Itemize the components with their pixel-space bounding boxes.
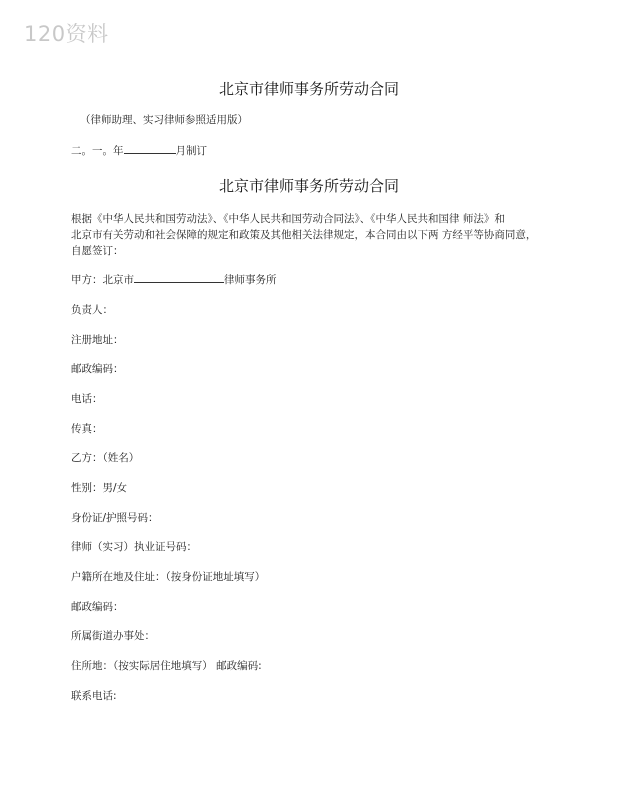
- intro-paragraph: [71, 211, 549, 259]
- field-responsible-person: 负责人：: [71, 304, 113, 316]
- field-fax: 传真：: [71, 423, 103, 435]
- field-phone: 电话：: [71, 393, 103, 405]
- intro-line: 根据《中华人民共和国劳动法》、《中华人民共和国劳动合同法》、《中华人民共和国律 师法》和: [71, 213, 505, 225]
- field-gender: 性别：男/女: [71, 482, 128, 494]
- field-contact-phone: 联系电话:: [71, 690, 117, 702]
- field-license-number: 律师（实习）执业证号码：: [71, 541, 197, 553]
- document-title-repeat: 北京市律师事务所劳动合同: [218, 177, 399, 195]
- field-postal-code-2: 邮政编码：: [71, 601, 124, 613]
- date-prefix: 二。一。年: [71, 145, 124, 157]
- field-party-b-name: 乙方：（姓名）: [71, 452, 140, 464]
- party-a-suffix: 律师事务所: [224, 274, 277, 286]
- field-street-office: 所属街道办事处：: [71, 630, 155, 642]
- field-residence: 住所地：（按实际居住地填写） 邮政编码:: [71, 660, 262, 672]
- field-registered-address: 注册地址：: [71, 334, 124, 346]
- party-a-prefix: 甲方：北京市: [71, 274, 134, 286]
- intro-line: 北京市有关劳动和社会保障的规定和政策及其他相关法律规定，本合同由以下两 方经平等协商同意，: [71, 229, 537, 241]
- field-id-number: 身份证/护照号码：: [71, 512, 159, 524]
- party-a-field: [71, 272, 277, 287]
- party-a-blank: [134, 273, 224, 283]
- date-blank: [124, 144, 176, 154]
- document-title: 北京市律师事务所劳动合同: [218, 80, 399, 98]
- field-household-address: 户籍所在地及住址：（按身份证地址填写）: [71, 571, 266, 583]
- document-subtitle: （律师助理、实习律师参照适用版）: [80, 114, 248, 126]
- watermark: 120资料: [24, 22, 109, 46]
- date-line: [71, 143, 207, 158]
- intro-line: 自愿签订：: [71, 245, 124, 257]
- field-postal-code: 邮政编码：: [71, 363, 124, 375]
- date-suffix: 月制订: [175, 145, 207, 157]
